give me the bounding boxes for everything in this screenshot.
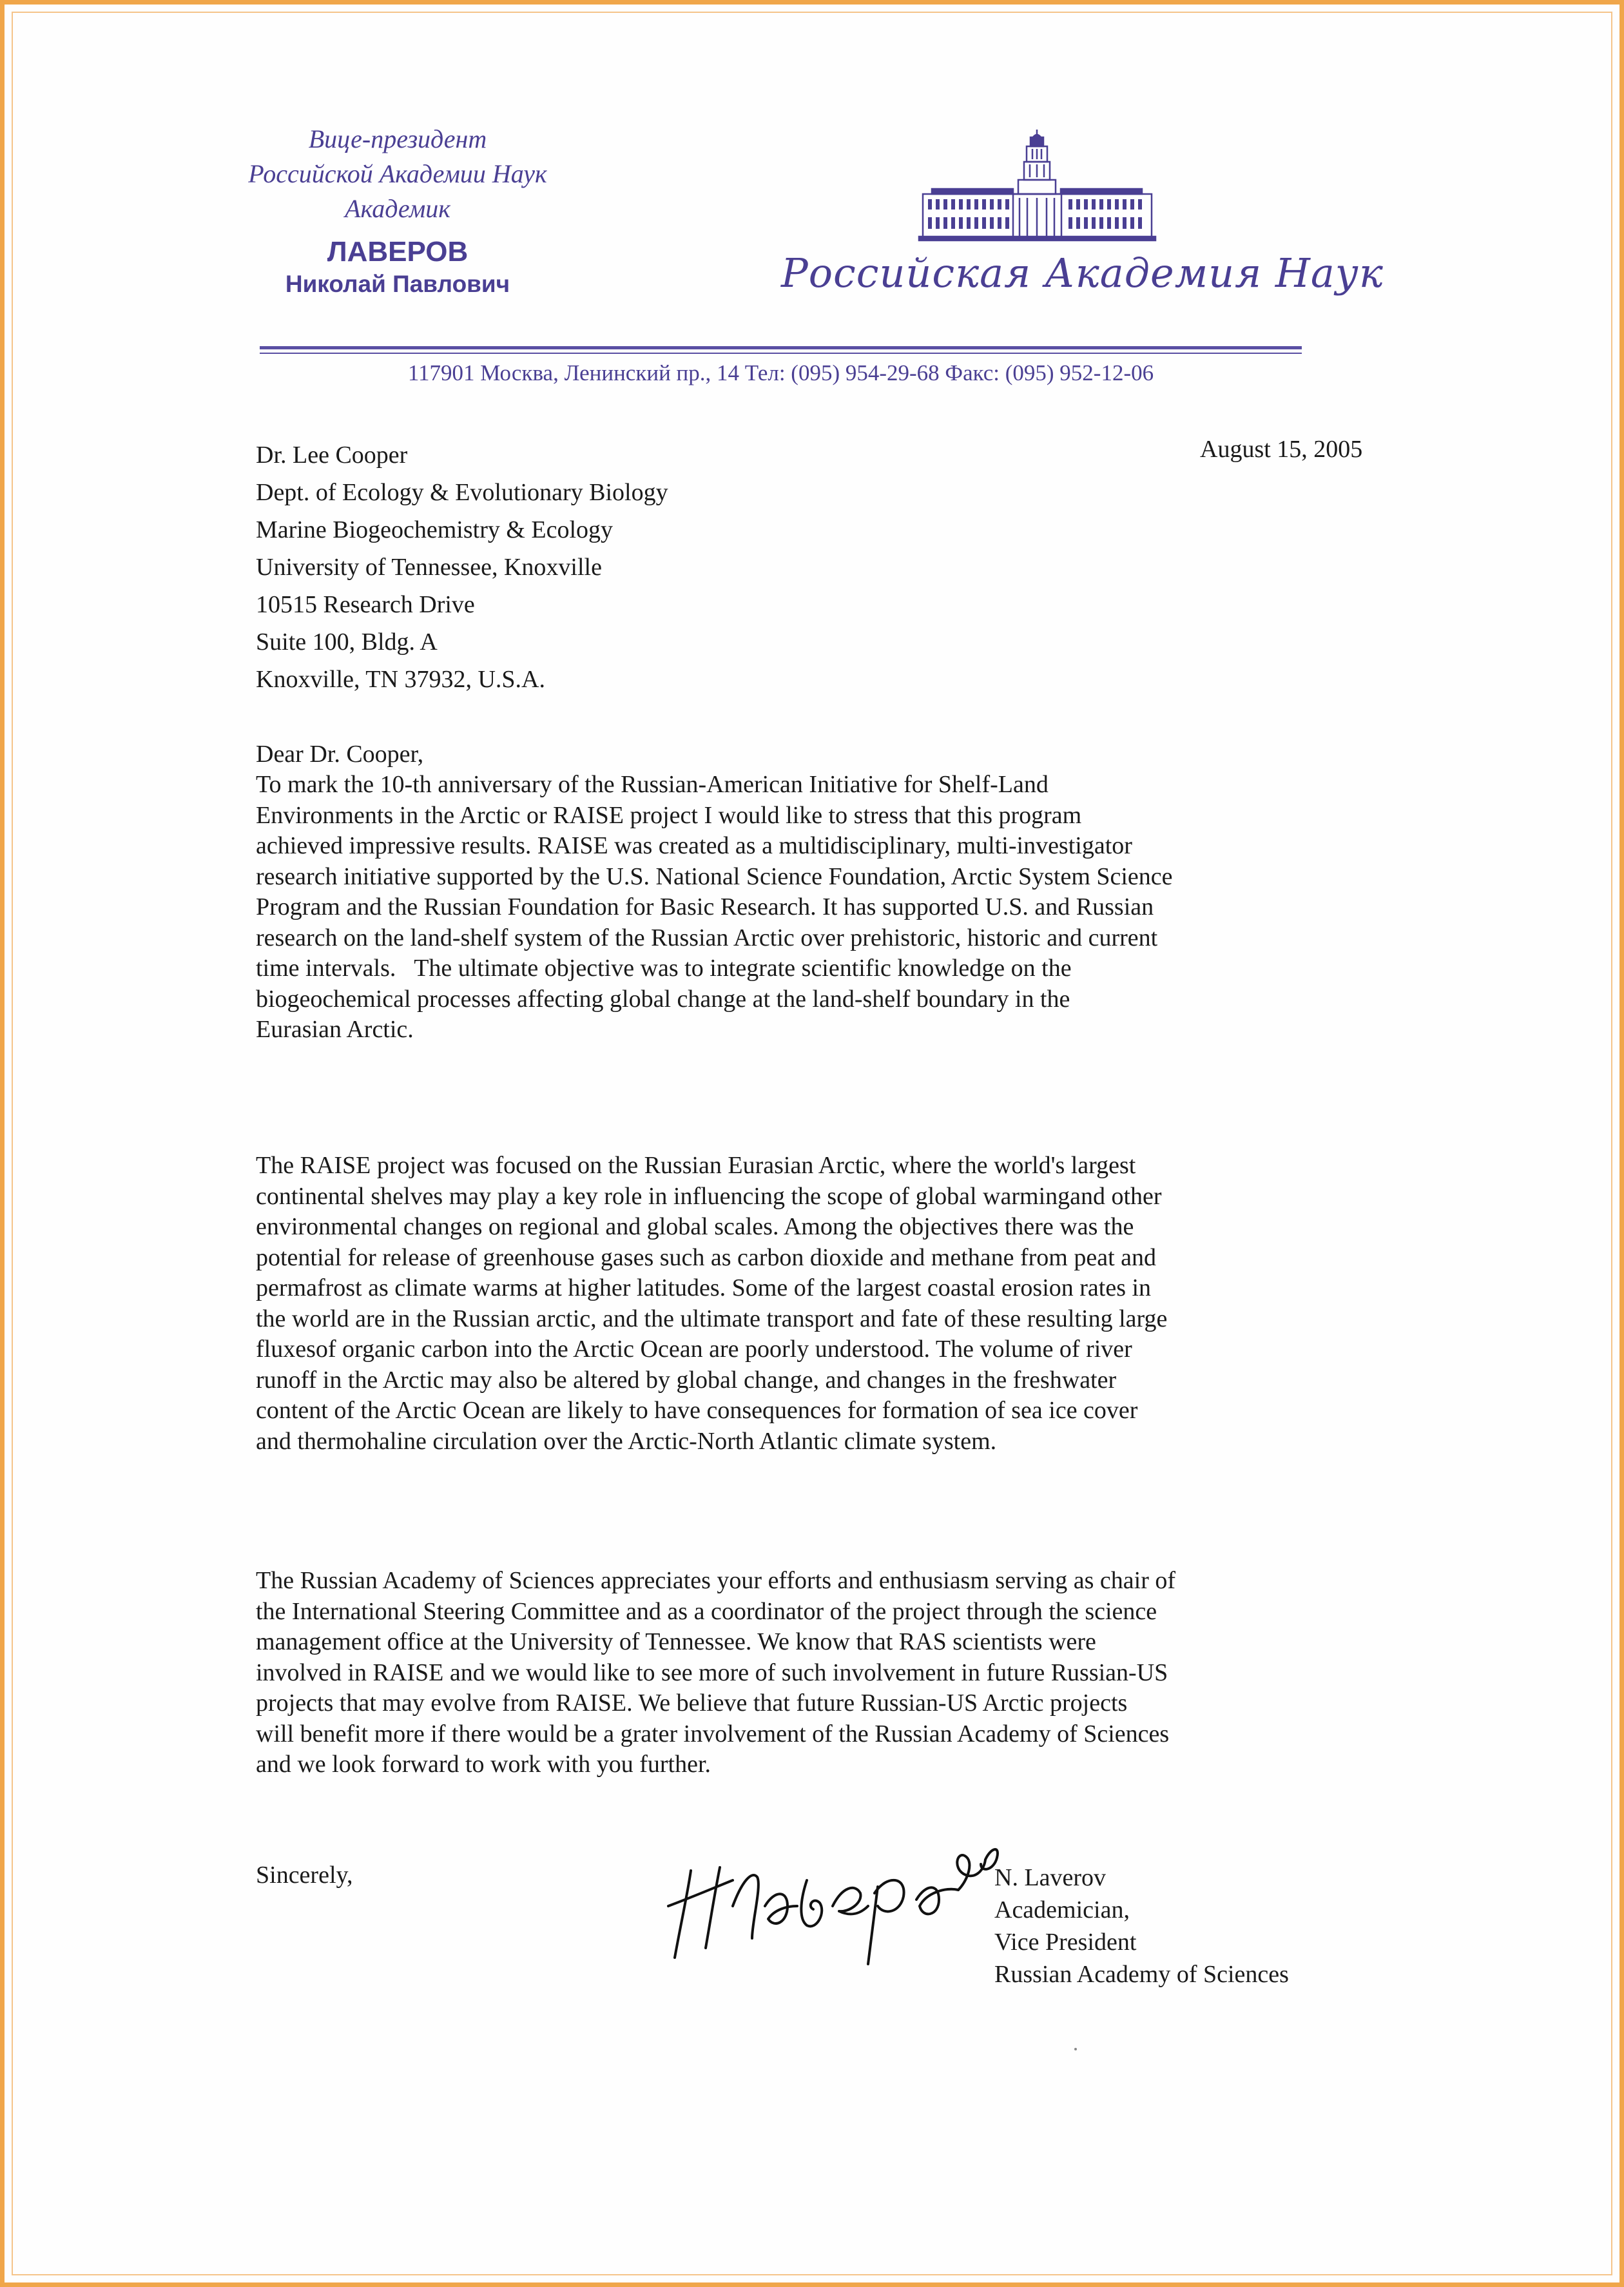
recipient-address	[256, 436, 668, 698]
text-line: the International Steering Committee and as a coordinator of the project through the science	[256, 1597, 1157, 1625]
letterhead-position: Вице-президент	[308, 124, 487, 153]
salutation	[256, 739, 1429, 770]
text-line: content of the Arctic Ocean are likely to have consequences for formation of sea ice cover	[256, 1397, 1138, 1424]
signer-title: Academician,	[994, 1896, 1130, 1923]
text-line: achieved impressive results. RAISE was created as a multidisciplinary, multi-investigator	[256, 832, 1132, 859]
recipient-line: Knoxville, TN 37932, U.S.A.	[256, 666, 545, 693]
text-line: fluxesof organic carbon into the Arctic Ocean are poorly understood. The volume of river	[256, 1336, 1132, 1363]
text-line: and we look forward to work with you further.	[256, 1751, 711, 1778]
text-line: and thermohaline circulation over the Arctic-North Atlantic climate system.	[256, 1427, 997, 1455]
paragraph-2	[256, 1151, 1429, 1457]
text-line: projects that may evolve from RAISE. We believe that future Russian-US Arctic projects	[256, 1689, 1128, 1717]
text-line: To mark the 10-th anniversary of the Russian-American Initiative for Shelf-Land	[256, 771, 1049, 798]
text-line: continental shelves may play a key role in influencing the scope of global warmingand other	[256, 1182, 1162, 1210]
signer-organization: Russian Academy of Sciences	[994, 1961, 1289, 1988]
text-line: The Russian Academy of Sciences appreciates your efforts and enthusiasm serving as chair of	[256, 1567, 1176, 1594]
text-line: potential for release of greenhouse gases such as carbon dioxide and methane from peat and	[256, 1243, 1157, 1271]
text-line: permafrost as climate warms at higher latitudes. Some of the largest coastal erosion rates in	[256, 1274, 1152, 1301]
letterhead-rank: Академик	[345, 194, 450, 223]
letter-date: August 15, 2005	[1200, 436, 1363, 463]
letterhead-address: 117901 Москва, Ленинский пр., 14 Тел: (095) 954-29-68 Факс: (095) 952-12-06	[407, 360, 1154, 385]
letterhead-rule	[260, 346, 1302, 349]
recipient-line: University of Tennessee, Knoxville	[256, 554, 602, 581]
text-line: Eurasian Arctic.	[256, 1016, 414, 1043]
recipient-line: Suite 100, Bldg. A	[256, 628, 438, 656]
letterhead-organization: Российской Академии Наук	[248, 159, 547, 188]
paragraph-1	[256, 770, 1429, 1046]
letterhead-rule-thin	[260, 353, 1302, 354]
text-line: will benefit more if there would be a grater involvement of the Russian Academy of Sciences	[256, 1720, 1170, 1747]
signer-position: Vice President	[994, 1929, 1137, 1956]
text-line: biogeochemical processes affecting global change at the land-shelf boundary in the	[256, 985, 1070, 1013]
signature-block	[994, 1862, 1289, 1990]
letterhead-surname: ЛАВЕРОВ	[327, 236, 469, 268]
academy-script-logo: Российская Академия Наук	[781, 249, 1384, 297]
text-line: involved in RAISE and we would like to see more of such involvement in future Russian-US	[256, 1659, 1168, 1686]
recipient-line: 10515 Research Drive	[256, 591, 475, 618]
text-line: management office at the University of Tennessee. We know that RAS scientists were	[256, 1628, 1096, 1655]
text-line: runoff in the Arctic may also be altered by global change, and changes in the freshwater	[256, 1366, 1117, 1394]
recipient-line: Dept. of Ecology & Evolutionary Biology	[256, 479, 668, 506]
text-line: the world are in the Russian arctic, and the ultimate transport and fate of these resulting large	[256, 1305, 1168, 1332]
recipient-line: Marine Biogeochemistry & Ecology	[256, 516, 614, 543]
letterhead-given-names: Николай Павлович	[285, 271, 510, 297]
text-line: The RAISE project was focused on the Russian Eurasian Arctic, where the world's largest	[256, 1152, 1136, 1179]
text-line: Environments in the Arctic or RAISE project I would like to stress that this program	[256, 801, 1082, 829]
academy-building-logo	[916, 127, 1158, 243]
salutation-text: Dear Dr. Cooper,	[256, 741, 424, 768]
signer-name: N. Laverov	[994, 1864, 1107, 1891]
text-line: research on the land-shelf system of the Russian Arctic over prehistoric, historic and current	[256, 924, 1158, 951]
closing: Sincerely,	[256, 1862, 353, 1889]
text-line: environmental changes on regional and global scales. Among the objectives there was the	[256, 1213, 1134, 1240]
text-line: research initiative supported by the U.S. National Science Foundation, Arctic System Science	[256, 862, 1173, 890]
recipient-line: Dr. Lee Cooper	[256, 442, 408, 469]
scan-speck	[1074, 2048, 1077, 2050]
paragraph-3	[256, 1566, 1429, 1780]
text-line: Program and the Russian Foundation for Basic Research. It has supported U.S. and Russian	[256, 893, 1154, 920]
letterhead-title-block	[217, 122, 578, 300]
text-line: time intervals. The ultimate objective was to integrate scientific knowledge on the	[256, 955, 1072, 982]
